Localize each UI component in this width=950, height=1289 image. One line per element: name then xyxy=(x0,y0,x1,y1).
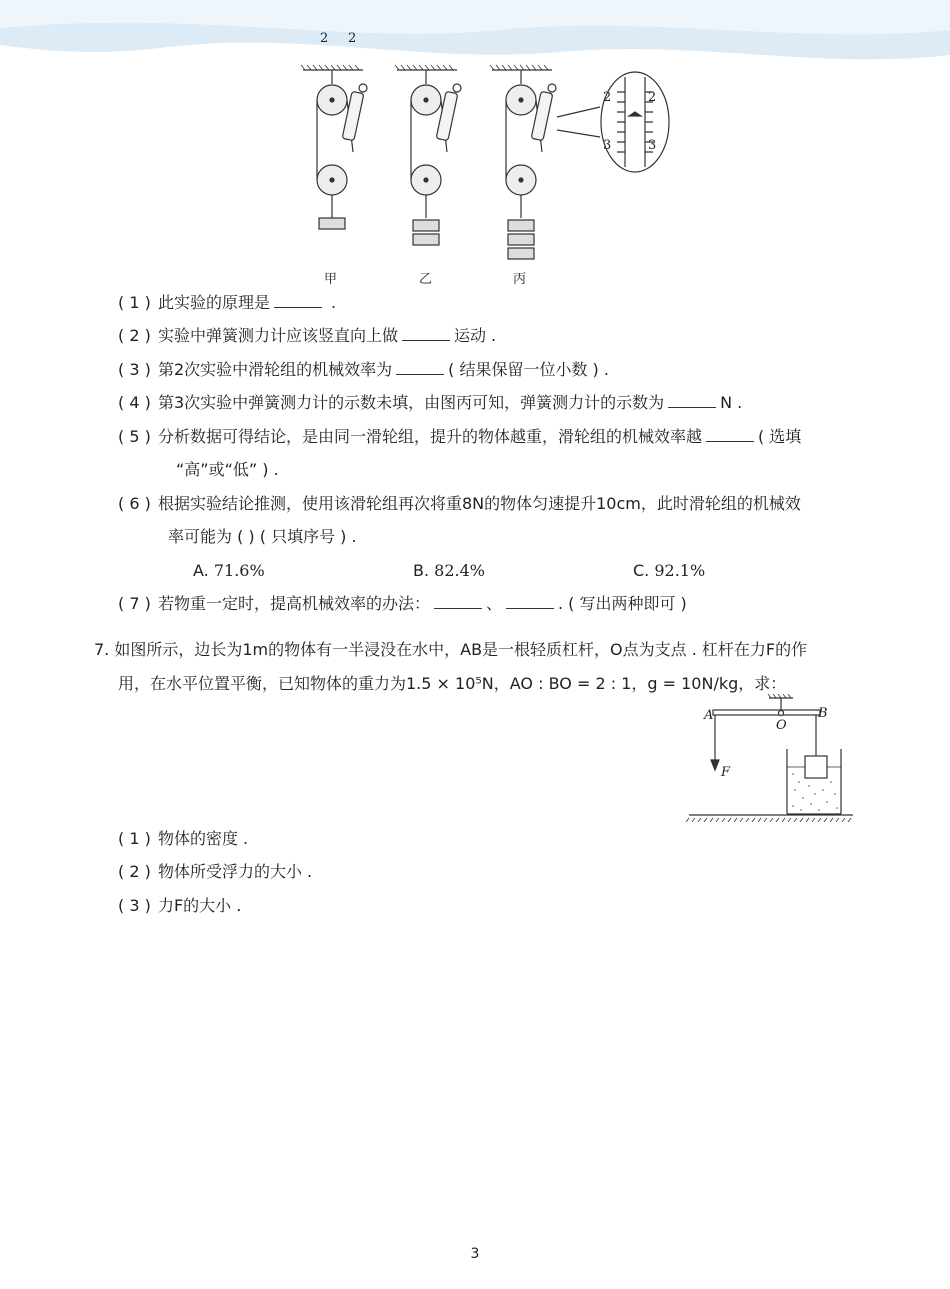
problem7-line2: 用，在水平位置平衡，已知物体的重力为1.5 × 10⁵N，AO : BO = 2 : 1，g = 10N/kg，求： xyxy=(118,674,787,693)
lever-label-o: O xyxy=(776,718,787,733)
q6-sub7: ( 7 ) 若物重一定时，提高机械效率的办法： 、 . ( 写出两种即可 ) xyxy=(118,594,687,613)
answer-blank[interactable] xyxy=(506,594,554,609)
scale-tick-3-left-visible: 3 xyxy=(603,138,612,153)
scale-tick-2-right: 2 xyxy=(348,31,357,46)
answer-blank[interactable] xyxy=(402,326,450,341)
scale-tick-2-right-visible: 2 xyxy=(648,90,657,105)
figure-label-jia: 甲 xyxy=(324,272,338,287)
figure-label-yi: 乙 xyxy=(419,272,433,287)
q6-sub1: ( 1 ) 此实验的原理是 . xyxy=(118,293,337,312)
answer-blank[interactable] xyxy=(434,594,482,609)
q6-sub2: ( 2 ) 实验中弹簧测力计应该竖直向上做 运动 . xyxy=(118,326,497,345)
answer-blank[interactable] xyxy=(274,293,322,308)
option-b[interactable]: B. 82.4% xyxy=(413,561,485,580)
q6-sub4: ( 4 ) 第3次实验中弹簧测力计的示数未填，由图丙可知，弹簧测力计的示数为 N . xyxy=(118,393,743,412)
lever-label-a: A xyxy=(704,708,714,723)
problem7-line1: 7. 如图所示，边长为1m的物体有一半浸没在水中，AB是一根轻质杠杆，O点为支点 . 杠杆在力F的作 xyxy=(94,640,808,659)
lever-label-f: F xyxy=(721,765,731,780)
q6-sub5-cont: “高”或“低” ) . xyxy=(176,460,279,479)
option-c[interactable]: C. 92.1% xyxy=(633,561,706,580)
figure-label-bing: 丙 xyxy=(513,272,527,287)
problem7-sub2: ( 2 ) 物体所受浮力的大小 . xyxy=(118,862,313,881)
q6-sub3: ( 3 ) 第2次实验中滑轮组的机械效率为 ( 结果保留一位小数 ) . xyxy=(118,360,609,379)
header-wave-decoration xyxy=(0,0,950,70)
scale-tick-2-left: 2 xyxy=(320,31,329,46)
q6-sub5: ( 5 ) 分析数据可得结论，是由同一滑轮组，提升的物体越重，滑轮组的机械效率越 ( 选填 xyxy=(118,427,802,446)
option-a[interactable]: A. 71.6% xyxy=(193,561,265,580)
answer-blank[interactable] xyxy=(396,360,444,375)
answer-blank[interactable] xyxy=(706,427,754,442)
problem7-sub3: ( 3 ) 力F的大小 . xyxy=(118,896,242,915)
q6-sub6: ( 6 ) 根据实验结论推测，使用该滑轮组再次将重8N的物体匀速提升10cm，此时滑轮组的机械效 xyxy=(118,494,801,513)
page-number: 3 xyxy=(470,1246,480,1262)
answer-blank[interactable] xyxy=(668,393,716,408)
q6-sub6-cont: 率可能为 ( ) ( 只填序号 ) . xyxy=(168,527,357,546)
scale-tick-3-right-visible: 3 xyxy=(648,138,657,153)
problem7-sub1: ( 1 ) 物体的密度 . xyxy=(118,829,249,848)
lever-label-b: B xyxy=(818,706,828,721)
pulley-experiment-figure xyxy=(295,62,675,290)
scale-tick-2-left-visible: 2 xyxy=(603,90,612,105)
